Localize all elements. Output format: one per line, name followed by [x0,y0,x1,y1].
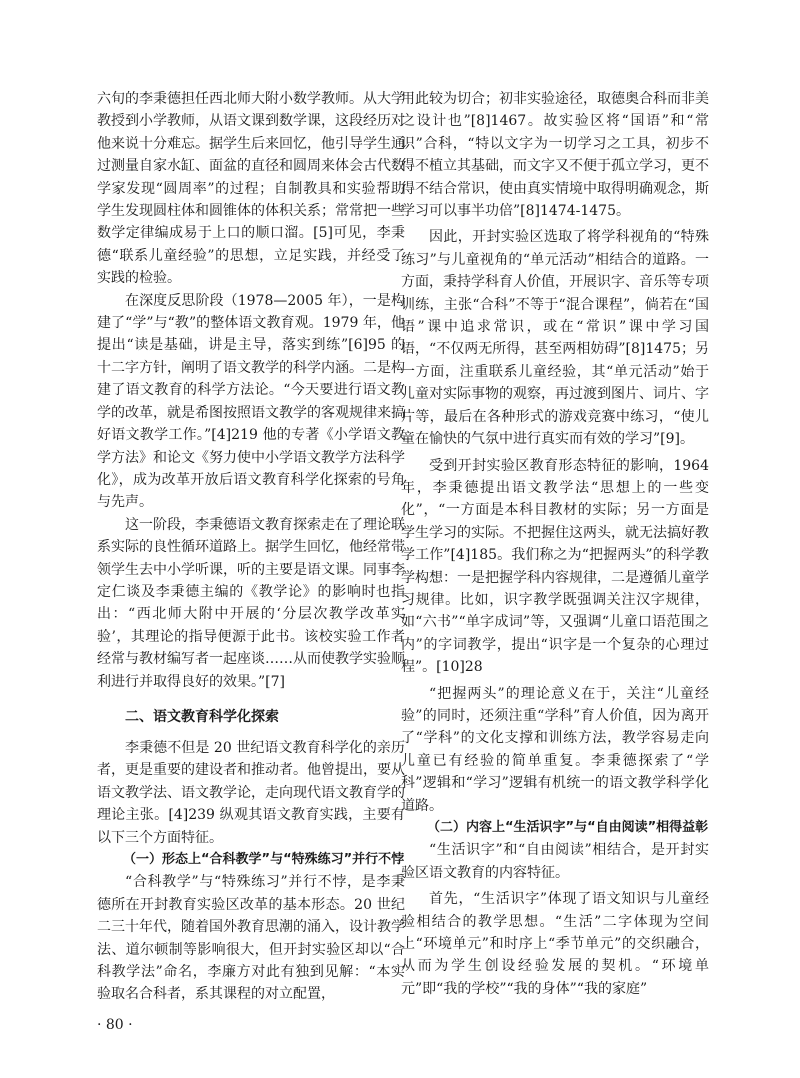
paragraph: 首先，“生活识字”体现了语文知识与儿童经验相结合的教学思想。“生活”二字体现为空间上“环境单元”和时序上“季节单元”的交织融合，从而为学生创设经验发展的契机。“环境单元”即“我的学校”“我的身体”“我的家庭” [401,891,709,997]
paragraph: 受到开封实验区教育形态特征的影响，1964 年，李秉德提出语文教学法“思想上的一些变化”，“一方面是本科目教材的实际；另一方面是学生学习的实际。不把握住这两头，就无法搞好教学工作”[4]185。我们称之为“把握两头”的科学教学构想：一是把握学科内容规律，二是遵循儿童学习规律。比如，识字教学既强调关注汉字规律，如“六书”“单字成词”等，又强调“儿童口语范围之内”的字词教学，提出“识字是一个复杂的心理过程”。[10]28 [401,457,709,676]
paragraph: 用此较为切合；初非实验途径，取德奥合科而非美之设计也”[8]1467。故实验区将“国语”和“常识”合科，“特以文字为一切学习之工具，初步不得不植立其基础，而文字又不便于孤立学习，更不得不结合常识，使由真实情境中取得明确观念，斯学习可以事半功倍”[8]1474-1475。 [401,91,709,220]
section-heading: 二、语文教育科学化探索 [125,708,279,725]
paragraph: 这一阶段，李秉德语文教育探索走在了理论联系实际的良性循环道路上。据学生回忆，他经常带领学生去中小学听课，听的主要是语文课。同事李定仁谈及李秉德主编的《教学论》的影响时也指出：“西北师大附中开展的‘分层次教学改革实验’，其理论的指导便源于此书。该校实验工作者经常与教材编写者一起座谈……从而使教学实验顺利进行并取得良好的效果。”[7] [97,516,405,690]
paragraph: “生活识字”和“自由阅读”相结合，是开封实验区语文教育的内容特征。 [401,842,709,881]
subsection-heading: （二）内容上“生活识字”与“自由阅读”相得益彰 [427,820,709,835]
paragraph: “把握两头”的理论意义在于，关注“儿童经验”的同时，还须注重“学科”育人价值，因为离开了“学科”的文化支撑和训练方法，教学容易走向儿童已有经验的简单重复。李秉德探索了“学科”逻辑和“学习”逻辑有机统一的语文教学科学化道路。 [401,685,709,814]
paragraph: 在深度反思阶段（1978—2005 年），一是构建了“学”与“教”的整体语文教育观。1979 年，他提出“读是基础，讲是主导，落实到练”[6]95 的十二字方针，阐明了语文教学的科学内涵。二是构建了语文教育的科学方法论。“今天要进行语文教学的改革，就是希图按照语文教学的客观规律来搞好语文教学工作。”[4]219 他的专著《小学语文教学方法》和论文《努力使中小学语文教学方法科学化》，成为改革开放后语文教育科学化探索的号角与先声。 [97,292,405,511]
paragraph: 因此，开封实验区选取了将学科视角的“特殊练习”与儿童视角的“单元活动”相结合的道路。一方面，秉持学科育人价值，开展识字、音乐等专项训练，主张“合科”不等于“混合课程”，倘若在“国语”课中追求常识，或在“常识”课中学习国语，“不仅两无所得，甚至两相妨碍”[8]1475；另一方面，注重联系儿童经验，其“单元活动”始于儿童对实际事物的观察，再过渡到图片、词片、字片等，最后在各种形式的游戏竞赛中练习，“使儿童在愉快的气氛中进行真实而有效的学习”[9]。 [401,229,709,448]
right-column [401,88,709,1000]
subsection-heading: （一）形态上“合科教学”与“特殊练习”并行不悖 [123,852,405,867]
page-number: · 80 · [97,1017,133,1033]
left-column [97,88,405,1006]
paragraph: 六旬的李秉德担任西北师大附小数学教师。从大学教授到小学教师，从语文课到数学课，这段经历对他来说十分难忘。据学生后来回忆，他引导学生通过测量自家水缸、面盆的直径和圆周来体会古代数学家发现“圆周率”的过程；自制教具和实验帮助学生发现圆柱体和圆锥体的体积关系；常常把一些数学定律编成易于上口的顺口溜。[5]可见，李秉德“联系儿童经验”的思想，立足实践，并经受了实践的检验。 [97,91,405,287]
paragraph: 李秉德不但是 20 世纪语文教育科学化的亲历者，更是重要的建设者和推动者。他曾提出，要从语文教学法、语文教学论，走向现代语文教育学的理论主张。[4]239 纵观其语文教育实践，主要有以下三个方面特征。 [97,739,405,846]
paragraph: “合科教学”与“特殊练习”并行不悖，是李秉德所在开封教育实验区改革的基本形态。20 世纪二三十年代，随着国外教育思潮的涌入，设计教学法、道尔顿制等影响很大，但开封实验区却以“合科教学法”命名，李廉方对此有独到见解：“本实验取名合科者，系其课程的对立配置， [97,874,405,1003]
